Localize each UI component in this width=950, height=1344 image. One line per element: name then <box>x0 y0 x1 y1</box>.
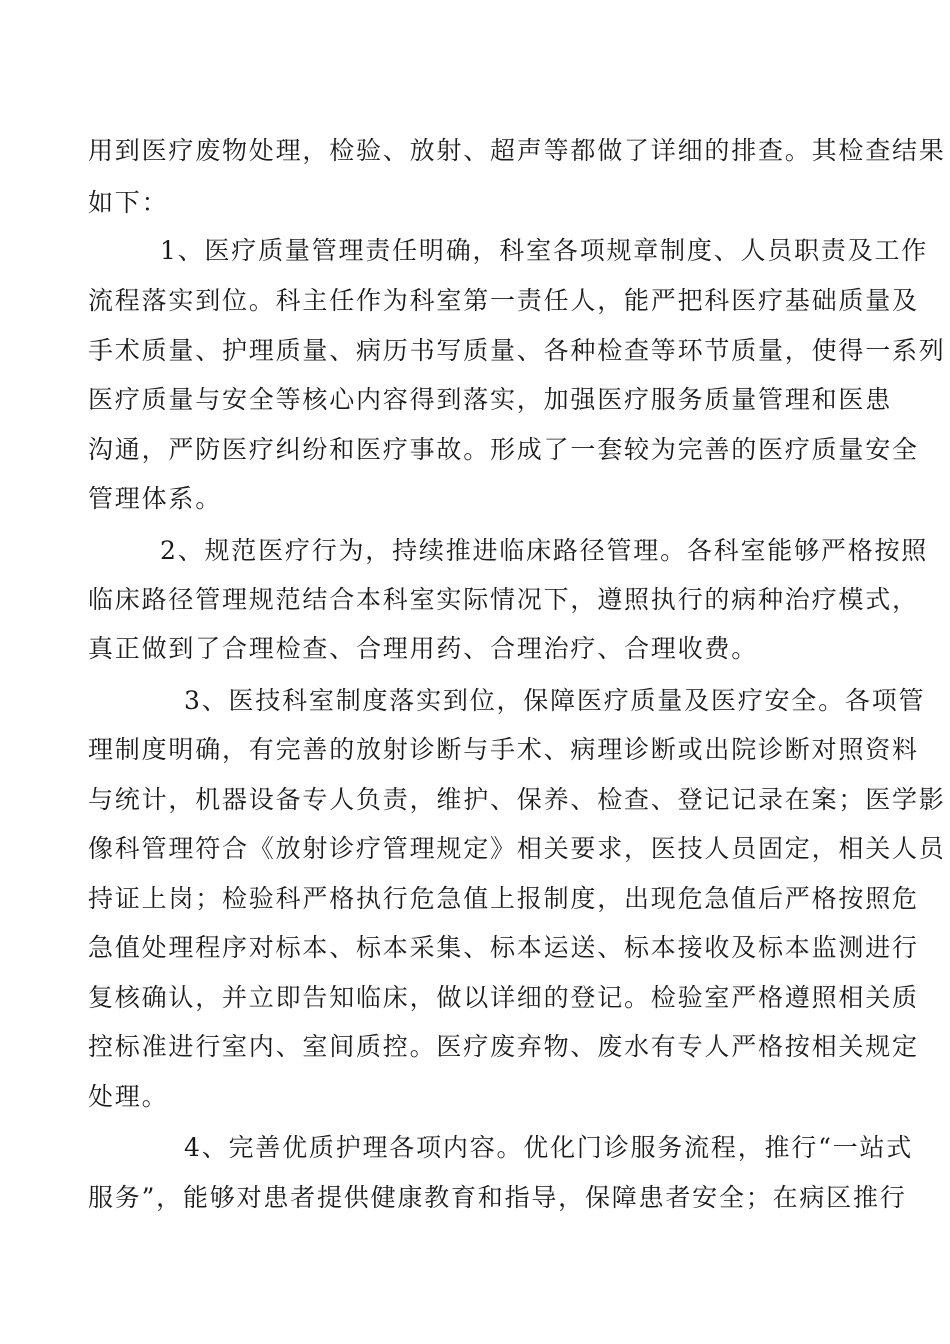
text-line-1: 用到医疗废物处理，检验、放射、超声等都做了详细的排查。其检查结果 <box>88 136 946 165</box>
text-line-20: 处理。 <box>88 1082 169 1111</box>
paragraph-2-first-line: 2、规范医疗行为，持续推进临床路径管理。各科室能够严格按照 <box>160 536 929 565</box>
text-line-4: 流程落实到位。科主任作为科室第一责任人，能严把科医疗基础质量及 <box>88 286 919 315</box>
text-line-17: 急值处理程序对标本、标本采集、标本运送、标本接收及标本监测进行 <box>88 933 919 962</box>
text-line-18: 复核确认，并立即告知临床，做以详细的登记。检验室严格遵照相关质 <box>88 983 919 1012</box>
text-line-6: 医疗质量与安全等核心内容得到落实，加强医疗服务质量管理和医患 <box>88 385 893 414</box>
text-line-15: 像科管理符合《放射诊疗管理规定》相关要求，医技人员固定，相关人员 <box>88 834 946 863</box>
text-line-13: 理制度明确，有完善的放射诊断与手术、病理诊断或出院诊断对照资料 <box>88 735 919 764</box>
text-line-11: 真正做到了合理检查、合理用药、合理治疗、合理收费。 <box>88 634 759 663</box>
text-line-19: 控标准进行室内、室间质控。医疗废弃物、废水有专人严格按相关规定 <box>88 1032 919 1061</box>
text-line-5: 手术质量、护理质量、病历书写质量、各种检查等环节质量，使得一系列 <box>88 336 946 365</box>
text-line-10: 临床路径管理规范结合本科室实际情况下，遵照执行的病种治疗模式， <box>88 585 919 614</box>
paragraph-3-first-line: 3、医技科室制度落实到位，保障医疗质量及医疗安全。各项管 <box>184 686 926 715</box>
text-line-16: 持证上岗；检验科严格执行危急值上报制度，出现危急值后严格按照危 <box>88 884 919 913</box>
text-line-2: 如下： <box>88 188 169 217</box>
text-line-22: 服务”，能够对患者提供健康教育和指导，保障患者安全；在病区推行 <box>88 1183 907 1212</box>
paragraph-4-first-line: 4、完善优质护理各项内容。优化门诊服务流程，推行“一站式 <box>184 1133 914 1162</box>
paragraph-1-first-line: 1、医疗质量管理责任明确，科室各项规章制度、人员职责及工作 <box>160 236 929 265</box>
text-line-7: 沟通，严防医疗纠纷和医疗事故。形成了一套较为完善的医疗质量安全 <box>88 435 919 464</box>
text-line-14: 与统计，机器设备专人负责，维护、保养、检查、登记记录在案；医学影 <box>88 785 946 814</box>
text-line-8: 管理体系。 <box>88 484 223 513</box>
